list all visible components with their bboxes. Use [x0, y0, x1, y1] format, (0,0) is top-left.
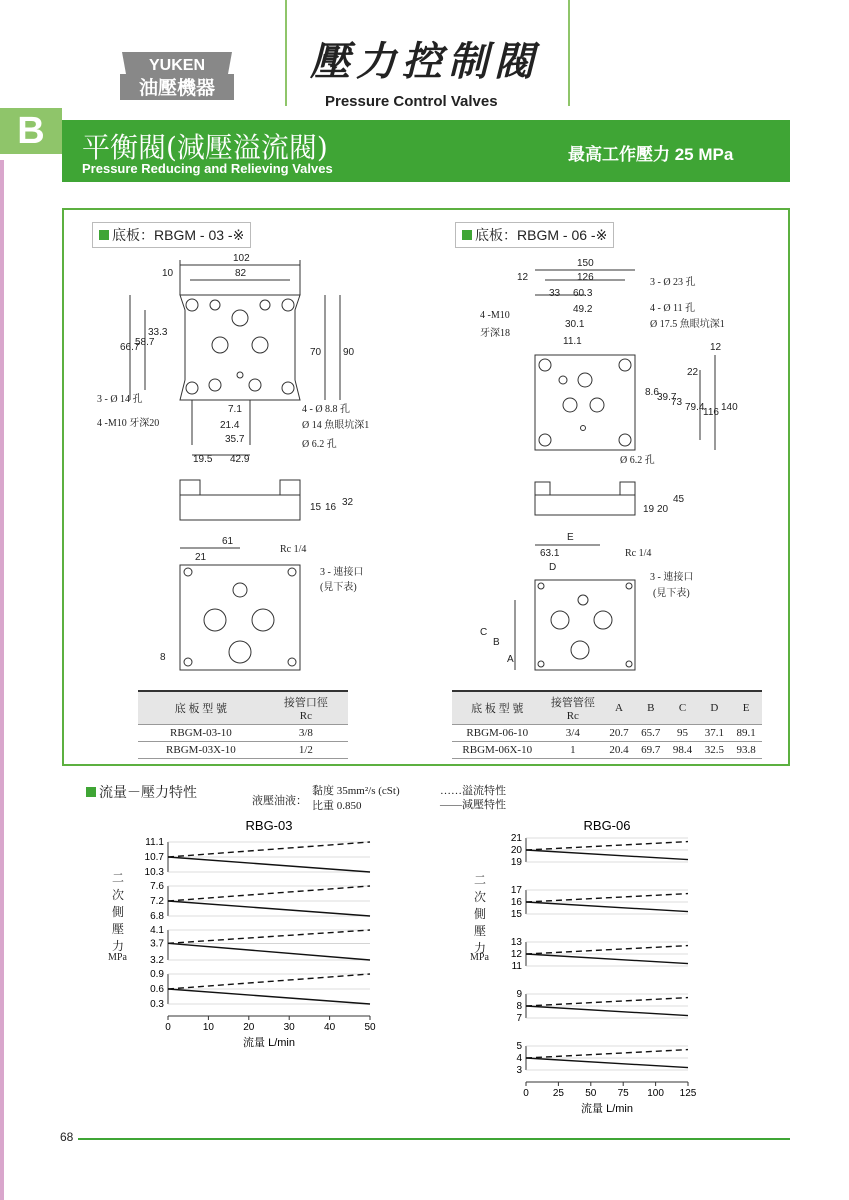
y-tick-label: 0.3 [150, 999, 164, 1010]
band-subtitle: Pressure Reducing and Relieving Valves [82, 161, 333, 176]
y-axis-label-06: 二 次 側 壓 力 [474, 873, 487, 955]
dim-49-2: 49.2 [573, 304, 593, 315]
page-title: 壓力控制閥 [310, 39, 540, 84]
subplate-03-label: 底板：RBGM - 03 -※ [92, 222, 251, 248]
dim-33: 33 [549, 288, 561, 299]
note-holes-23: 3 - Ø 23 孔 [650, 277, 696, 288]
table-header: D [698, 691, 730, 725]
dim-82: 82 [235, 268, 247, 279]
table-row: RBGM-06X-10 1 20.4 69.7 98.4 32.5 93.8 [452, 742, 762, 759]
x-axis-label: 流量 L/min [243, 1037, 295, 1049]
dim-10: 10 [162, 268, 174, 279]
dim-8-6: 8.6 [645, 387, 659, 398]
dim-19-5: 19.5 [193, 454, 213, 465]
header-divider-right [568, 0, 570, 106]
svg-text:YUKEN: YUKEN [148, 57, 206, 74]
y-tick-label: 11 [511, 961, 522, 972]
x-tick-label: 40 [324, 1022, 336, 1033]
reducing-line [526, 1006, 688, 1016]
y-tick-label: 3 [516, 1065, 522, 1076]
note-holes-14: 3 - Ø 14 孔 [97, 394, 143, 405]
note-m10-depth: 牙深18 [480, 328, 510, 339]
dim-33-3: 33.3 [148, 327, 168, 338]
relief-line [168, 842, 370, 857]
y-tick-label: 21 [510, 833, 522, 844]
table-header: 底 板 型 號 [138, 691, 264, 725]
dim-32: 32 [342, 497, 354, 508]
dim-63-1: 63.1 [540, 548, 560, 559]
subplate-06-drawing [475, 250, 775, 680]
dim-19: 19 [643, 504, 655, 515]
reducing-line [168, 901, 370, 916]
bullet-icon [462, 230, 472, 240]
chart-rbg-06 [492, 816, 712, 1136]
y-tick-label: 12 [510, 949, 522, 960]
note-port-ref: (見下表) [653, 588, 690, 599]
y-tick-label: 16 [510, 897, 522, 908]
dim-a: A [507, 654, 514, 665]
y-tick-label: 0.6 [150, 984, 164, 995]
table-header: 接管管徑 Rc [543, 691, 604, 725]
y-tick-label: 19 [510, 857, 522, 868]
dim-90: 90 [343, 347, 355, 358]
header-divider-left [285, 0, 287, 106]
y-tick-label: 7 [516, 1013, 522, 1024]
dim-c: C [480, 627, 488, 638]
dim-15: 15 [310, 502, 322, 513]
y-tick-label: 5 [516, 1041, 522, 1052]
y-tick-label: 7.2 [150, 896, 164, 907]
bullet-icon [99, 230, 109, 240]
dim-11-1: 11.1 [563, 336, 582, 347]
y-tick-label: 3.7 [150, 938, 164, 950]
x-tick-label: 0 [165, 1022, 171, 1033]
y-axis-label-03: 二 次 側 壓 力 [112, 871, 125, 953]
table-header: C [667, 691, 699, 725]
note-port: 3 - 連接口 [320, 567, 364, 578]
x-tick-label: 50 [585, 1088, 597, 1099]
plate-outline [535, 355, 635, 450]
table-header: B [635, 691, 667, 725]
table-header: 接管口徑 Rc [264, 691, 348, 725]
chart-rbg-03 [130, 816, 390, 1056]
note-holes-8-8: 4 - Ø 8.8 孔 [302, 404, 351, 415]
x-tick-label: 100 [647, 1088, 664, 1099]
note-holes-11: 4 - Ø 11 孔 [650, 303, 696, 314]
relief-line [526, 894, 688, 902]
dim-8: 8 [160, 652, 166, 663]
x-tick-label: 30 [283, 1022, 295, 1033]
y-tick-label: 8 [516, 1001, 522, 1012]
note-port: 3 - 連接口 [650, 572, 694, 583]
subplate-06-label: 底板：RBGM - 06 -※ [455, 222, 614, 248]
max-pressure: 最高工作壓力 25 MPa [568, 145, 734, 164]
dim-12: 12 [517, 272, 529, 283]
oil-viscosity: 黏度 35mm²/s (cSt) [312, 785, 400, 797]
table-header: 底 板 型 號 [452, 691, 543, 725]
table-row: RBGM-03-10 3/8 [138, 725, 348, 742]
dim-16: 16 [325, 502, 337, 513]
page-number: 68 [60, 1130, 74, 1144]
dim-21-4: 21.4 [220, 420, 240, 431]
side-rail [0, 160, 4, 1200]
reducing-line [168, 857, 370, 872]
reducing-line [526, 1058, 688, 1068]
oil-label: 液壓油液： [252, 795, 307, 807]
dim-42-9: 42.9 [230, 454, 250, 465]
dim-12b: 12 [710, 342, 722, 353]
table-row: RBGM-06-10 3/4 20.7 65.7 95 37.1 89.1 [452, 725, 762, 742]
chart-title: RBG-03 [245, 818, 293, 833]
chart-title: RBG-06 [583, 818, 631, 833]
dim-66-7: 66.7 [120, 342, 140, 353]
dim-45: 45 [673, 494, 685, 505]
bullet-icon [86, 787, 96, 797]
legend-reducing: ——減壓特性 [440, 799, 506, 811]
y-tick-label: 0.9 [150, 969, 164, 980]
relief-line [526, 842, 688, 850]
oil-gravity: 比重 0.850 [312, 800, 362, 812]
dim-7-1: 7.1 [228, 404, 242, 415]
dim-b: B [493, 637, 500, 648]
footer-rule [78, 1138, 790, 1140]
y-tick-label: 10.3 [144, 867, 164, 878]
subplate-03-drawing [80, 250, 380, 680]
x-tick-label: 10 [202, 1022, 214, 1033]
dim-e: E [567, 532, 574, 543]
x-axis-label: 流量 L/min [581, 1103, 633, 1115]
page-title-en: Pressure Control Valves [325, 93, 498, 110]
note-hole-6-2: Ø 6.2 孔 [620, 455, 655, 466]
dim-102: 102 [233, 253, 250, 264]
y-tick-label: 3.2 [150, 955, 164, 966]
subplate-06-table [452, 690, 762, 759]
relief-line [526, 998, 688, 1006]
dim-22: 22 [687, 367, 699, 378]
dim-21: 21 [195, 552, 207, 563]
dim-35-7: 35.7 [225, 434, 245, 445]
note-m10: 4 -M10 [480, 310, 510, 321]
y-tick-label: 4.1 [150, 925, 164, 936]
dim-79-4: 79.4 [685, 402, 705, 413]
relief-line [526, 1050, 688, 1058]
plate-outline [180, 295, 300, 400]
y-unit-06: MPa [470, 952, 489, 963]
reducing-line [526, 902, 688, 912]
note-rc: Rc 1/4 [625, 548, 652, 559]
x-tick-label: 75 [617, 1088, 629, 1099]
x-tick-label: 20 [243, 1022, 255, 1033]
y-unit-03: MPa [108, 952, 127, 963]
y-tick-label: 7.6 [150, 881, 164, 892]
yuken-logo [118, 50, 236, 102]
note-port-ref: (見下表) [320, 582, 357, 593]
y-tick-label: 6.8 [150, 911, 164, 922]
note-counterbore: Ø 14 魚眼坑深1 [302, 420, 370, 431]
dim-20: 20 [657, 504, 669, 515]
table-header: A [603, 691, 635, 725]
reducing-line [168, 943, 370, 960]
reducing-line [526, 850, 688, 860]
note-counterbore: Ø 17.5 魚眼坑深1 [650, 319, 725, 330]
dim-150: 150 [577, 258, 594, 269]
dim-70: 70 [310, 347, 322, 358]
relief-line [526, 946, 688, 954]
band-title: 平衡閥(減壓溢流閥) [82, 131, 328, 164]
flow-section-label: 流量－壓力特性 [86, 782, 197, 802]
dim-d: D [549, 562, 557, 573]
dim-140: 140 [721, 402, 738, 413]
table-row: RBGM-03X-10 1/2 [138, 742, 348, 759]
dim-60-3: 60.3 [573, 288, 593, 299]
x-tick-label: 125 [679, 1088, 697, 1099]
y-tick-label: 11.1 [145, 837, 164, 848]
relief-line [168, 974, 370, 989]
note-m10: 4 -M10 牙深20 [97, 418, 160, 429]
dim-116: 116 [703, 407, 719, 418]
relief-line [168, 886, 370, 901]
y-tick-label: 4 [516, 1053, 522, 1064]
subplate-03-table [138, 690, 348, 759]
x-tick-label: 50 [364, 1022, 376, 1033]
svg-text:油壓機器: 油壓機器 [138, 78, 216, 99]
section-tab: B [0, 108, 62, 154]
table-header: E [730, 691, 762, 725]
x-tick-label: 25 [552, 1088, 564, 1099]
dim-58-7: 58.7 [135, 337, 155, 348]
legend-relief: ……溢流特性 [440, 785, 506, 797]
y-tick-label: 17 [510, 885, 522, 896]
dim-30-1: 30.1 [565, 319, 585, 330]
relief-line [168, 930, 370, 943]
y-tick-label: 20 [510, 845, 522, 856]
dim-73: 73 [671, 397, 683, 408]
y-tick-label: 9 [516, 989, 522, 1000]
x-tick-label: 0 [523, 1088, 529, 1099]
dim-61: 61 [222, 536, 234, 547]
note-hole-6-2: Ø 6.2 孔 [302, 439, 337, 450]
note-rc: Rc 1/4 [280, 544, 307, 555]
dim-39-7: 39.7 [657, 392, 677, 403]
y-tick-label: 15 [510, 909, 522, 920]
y-tick-label: 13 [510, 937, 522, 948]
y-tick-label: 10.7 [144, 852, 164, 863]
reducing-line [168, 989, 370, 1004]
dim-126: 126 [577, 272, 594, 283]
reducing-line [526, 954, 688, 964]
